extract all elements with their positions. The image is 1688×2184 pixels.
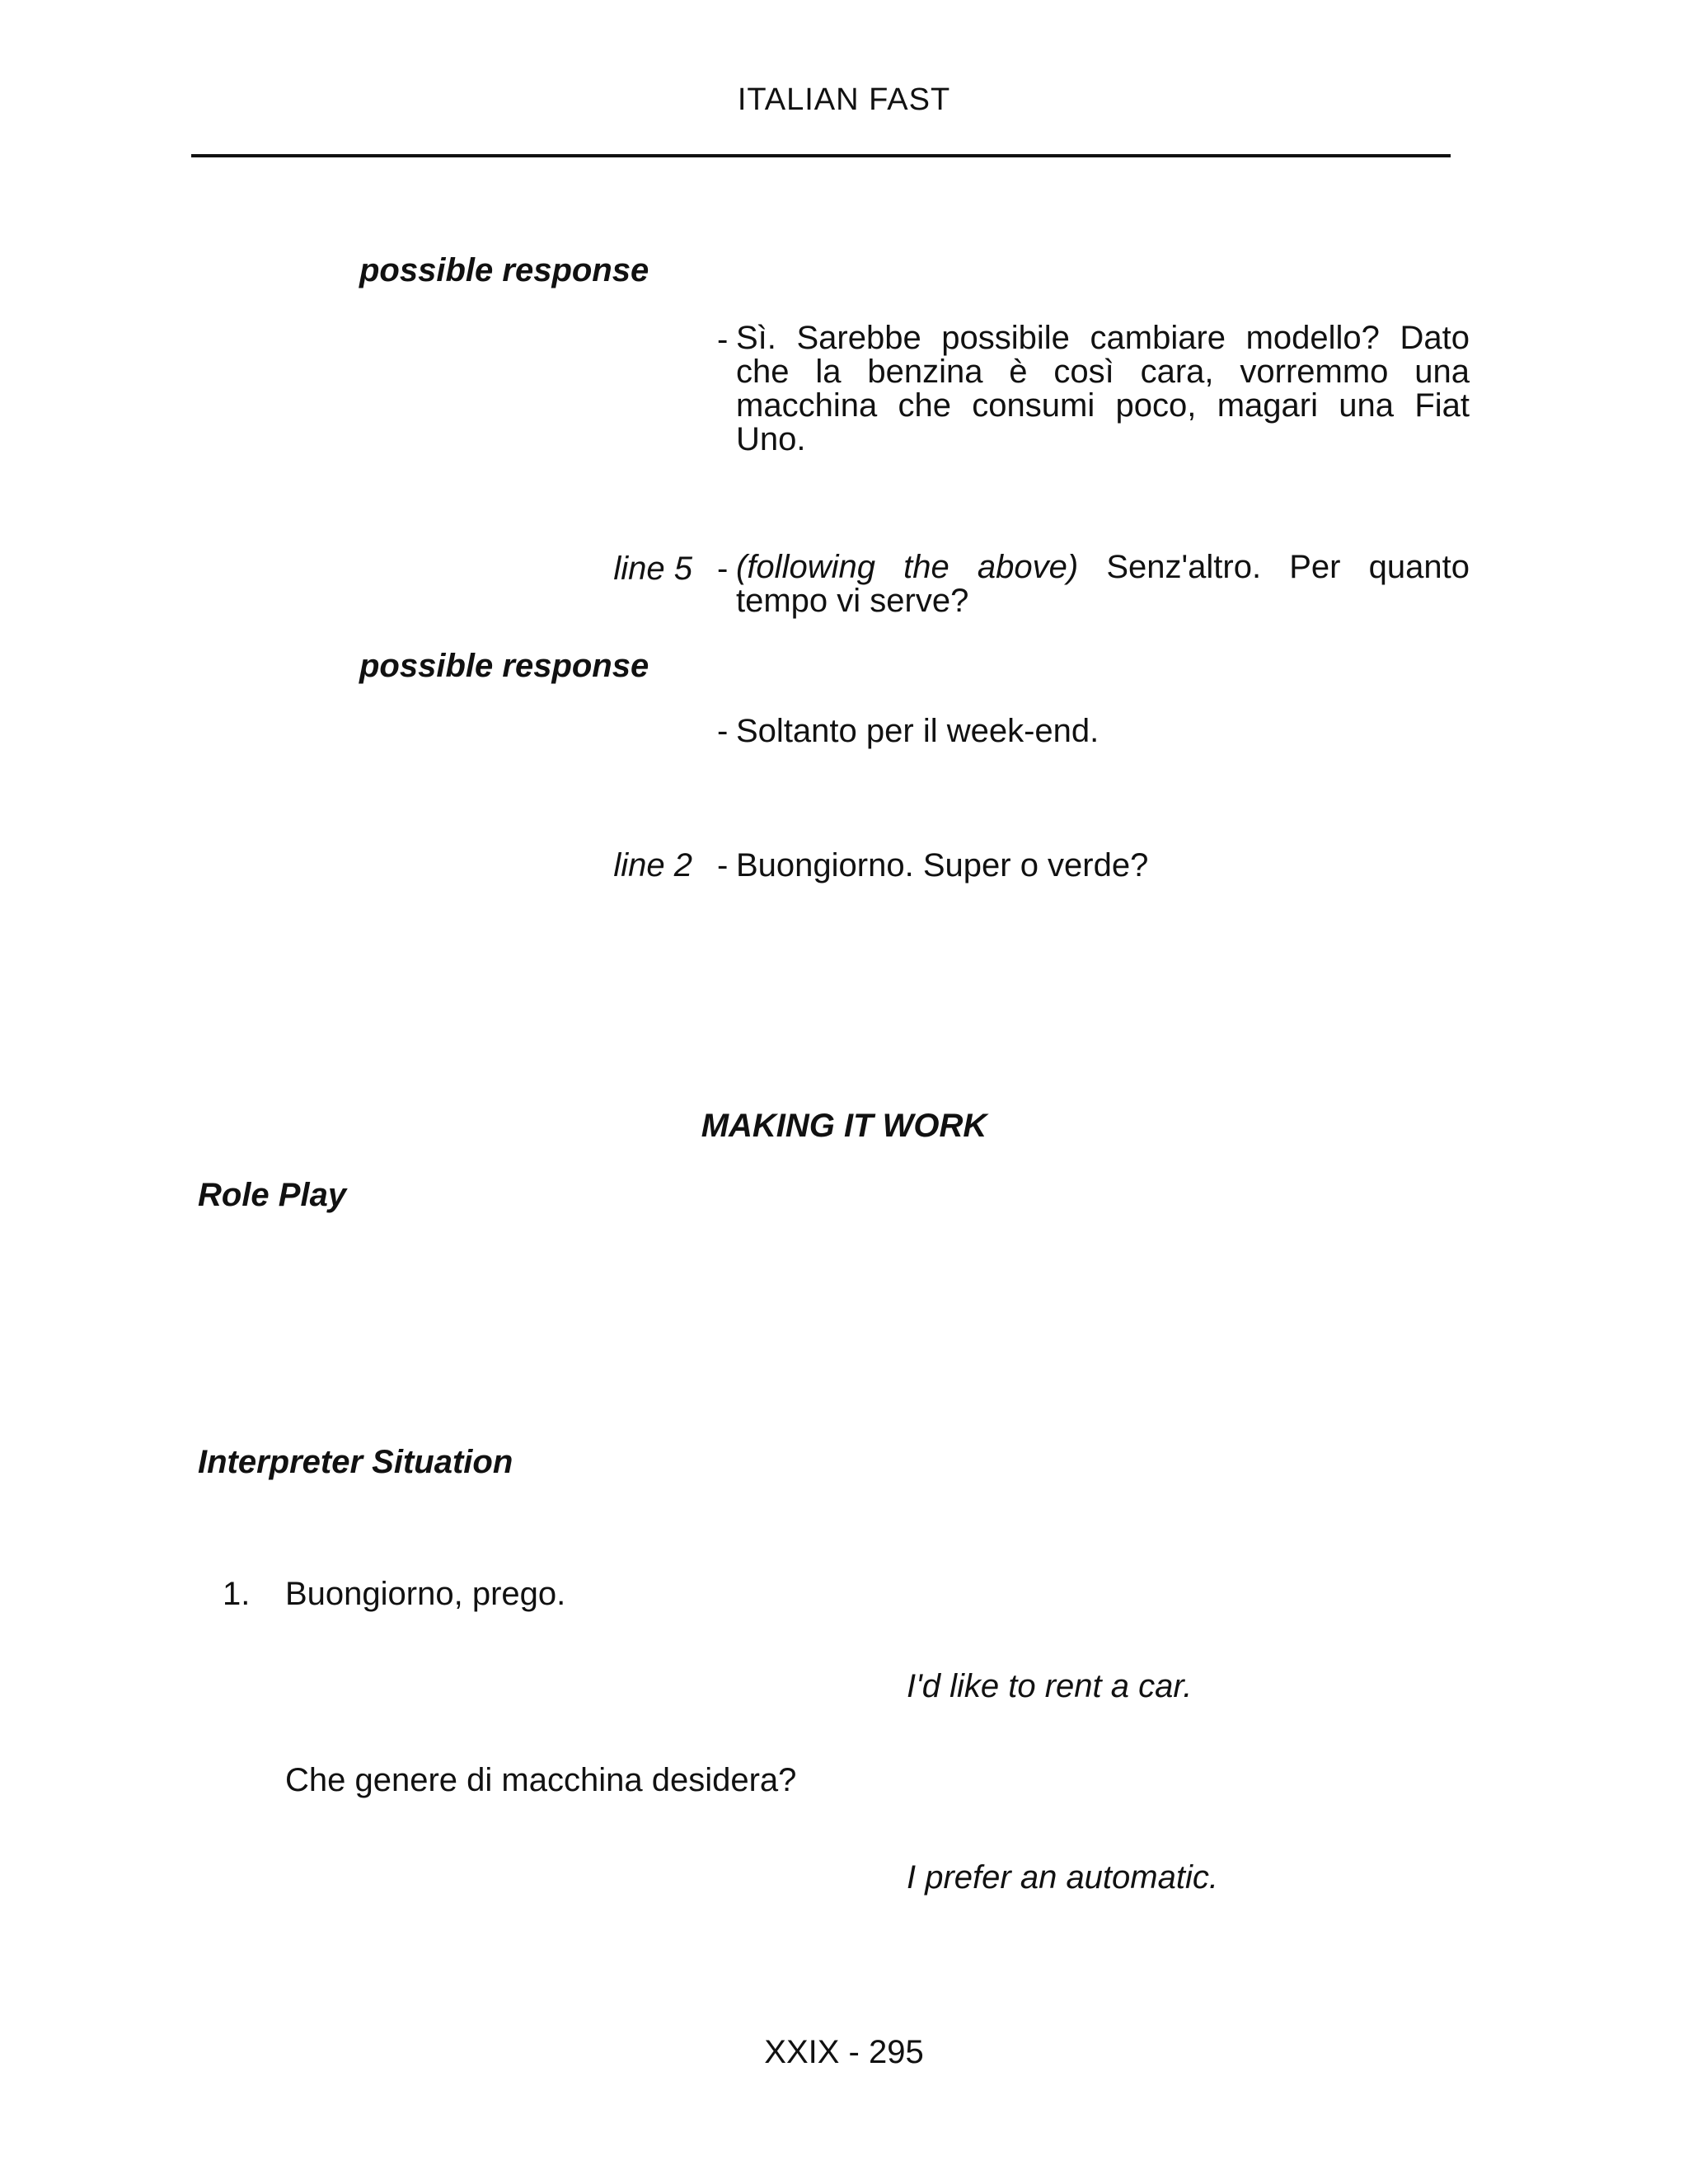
english-line: I prefer an automatic. xyxy=(907,1859,1218,1896)
line-tag: line 5 xyxy=(613,551,692,587)
dash-marker: - xyxy=(717,321,729,358)
italian-line: Buongiorno, prego. xyxy=(285,1576,566,1612)
section-heading-making-it-work: MAKING IT WORK xyxy=(701,1108,987,1144)
english-line: I'd like to rent a car. xyxy=(907,1668,1193,1704)
header-rule xyxy=(191,154,1451,157)
response-text: Soltanto per il week-end. xyxy=(736,713,1100,749)
line-text xyxy=(736,551,1470,618)
response-text: Sì. Sarebbe possibile cambiare modello? Dato che la benzina è così cara, vorremmo una macchina che consumi poco, magari una Fiat Uno. xyxy=(736,320,1470,457)
response-label: possible response xyxy=(359,252,649,288)
line-text: Buongiorno. Super o verde? xyxy=(736,847,1149,883)
section-heading-role-play: Role Play xyxy=(198,1177,347,1213)
section-heading-interpreter-situation: Interpreter Situation xyxy=(198,1444,513,1480)
stage-direction: (following the above) xyxy=(736,549,1079,585)
dash-marker: - xyxy=(717,551,729,587)
italian-line: Che genere di macchina desidera? xyxy=(285,1762,797,1798)
line-text-body: Senz'altro. Per quanto tempo vi serve? xyxy=(736,549,1470,619)
line-tag: line 2 xyxy=(613,847,692,883)
page-header-title: ITALIAN FAST xyxy=(737,82,951,117)
list-number: 1. xyxy=(223,1576,251,1612)
page-number: XXIX - 295 xyxy=(764,2034,924,2070)
dash-marker: - xyxy=(717,713,729,749)
response-label: possible response xyxy=(359,648,649,684)
dash-marker: - xyxy=(717,847,729,883)
